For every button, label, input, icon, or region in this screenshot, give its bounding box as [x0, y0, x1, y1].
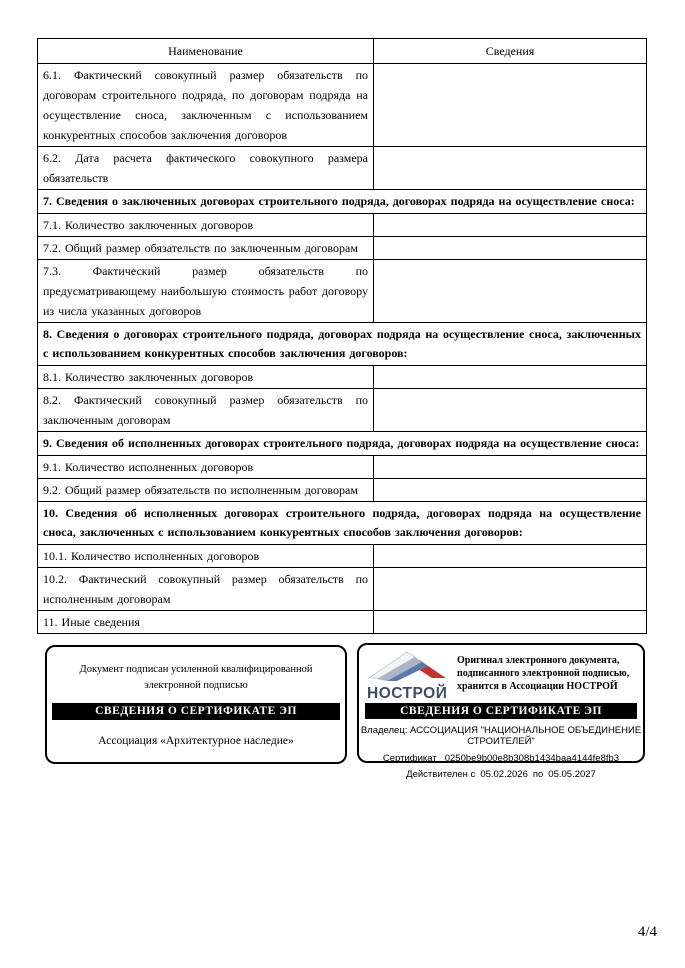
- row-value-cell: [374, 545, 647, 568]
- signature-stamp-left: [45, 645, 347, 764]
- validity-from: 05.02.2026: [480, 769, 528, 780]
- table-row: [38, 545, 647, 568]
- section-label: 9. Сведения об исполненных договорах строительного подряда, договорах подряда на осуществление сноса:: [38, 432, 647, 456]
- row-label-cell: 6.2. Дата расчета фактического совокупного размера обязательств: [38, 147, 374, 190]
- signature-statement: Документ подписан усиленной квалифицированной электронной подписью: [79, 664, 313, 691]
- row-value-cell: [374, 389, 647, 432]
- nostroy-statement: Оригинал электронного документа, подписанного электронной подписью, хранится в Ассоциации НОСТРОЙ: [457, 655, 630, 692]
- table-row: [38, 366, 647, 389]
- table-row: [38, 147, 647, 190]
- nostroy-roof-icon: [367, 651, 451, 681]
- row-label-cell: 8.1. Количество заключенных договоров: [38, 366, 374, 389]
- col-header-name: Наименование: [38, 39, 374, 64]
- page-number: 4/4: [637, 924, 657, 940]
- table-row: [38, 568, 647, 611]
- table-header-row: [38, 39, 647, 64]
- table-row: [38, 260, 647, 323]
- row-label-cell: 7.3. Фактический размер обязательств по предусматривающему наибольшую стоимость работ договору из числа указанных договоров: [38, 260, 374, 323]
- certificate-bar: СВЕДЕНИЯ О СЕРТИФИКАТЕ ЭП: [365, 703, 637, 719]
- row-value-cell: [374, 237, 647, 260]
- row-value-cell: [374, 214, 647, 237]
- certificate-bar: СВЕДЕНИЯ О СЕРТИФИКАТЕ ЭП: [52, 703, 340, 720]
- row-value-cell: [374, 456, 647, 479]
- section-row: [38, 323, 647, 366]
- row-label-cell: 9.2. Общий размер обязательств по исполненным договорам: [38, 479, 374, 502]
- certificate-number-line: [359, 753, 643, 764]
- table-row: [38, 64, 647, 147]
- section-row: [38, 502, 647, 545]
- row-label-cell: 6.1. Фактический совокупный размер обязательств по договорам строительного подряда, по договорам подряда на осуществление сноса, заключенным с использованием конкурентных способов заключения договоров: [38, 64, 374, 147]
- row-label-cell: 7.1. Количество заключенных договоров: [38, 214, 374, 237]
- row-label-cell: 8.2. Фактический совокупный размер обязательств по заключенным договорам: [38, 389, 374, 432]
- nostroy-stamp-top: [359, 645, 643, 701]
- row-value-cell: [374, 568, 647, 611]
- section-row: [38, 190, 647, 214]
- certificate-owner: Ассоциация «Архитектурное наследие»: [98, 735, 294, 747]
- validity-to: 05.05.2027: [548, 769, 596, 780]
- row-value-cell: [374, 366, 647, 389]
- table-row: [38, 214, 647, 237]
- row-label-cell: 10.1. Количество исполненных договоров: [38, 545, 374, 568]
- row-label-cell: 10.2. Фактический совокупный размер обязательств по исполненным договорам: [38, 568, 374, 611]
- row-label-cell: 11. Иные сведения: [38, 611, 374, 634]
- col-header-info: Сведения: [374, 39, 647, 64]
- table-row: [38, 479, 647, 502]
- certificate-validity-line: [359, 769, 643, 780]
- table-row: [38, 389, 647, 432]
- nostroy-stamp: [357, 643, 645, 780]
- nostroy-logo-text: НОСТРОЙ: [367, 685, 448, 702]
- info-table: [37, 38, 647, 634]
- certificate-value: 0250be9b00e8b308b1434baa4144fe8fb3: [444, 753, 620, 764]
- section-label: 8. Сведения о договорах строительного подряда, договорах подряда на осуществление сноса, заключенных с использованием конкурентных способов заключения договоров:: [38, 323, 647, 366]
- row-value-cell: [374, 260, 647, 323]
- row-value-cell: [374, 147, 647, 190]
- row-value-cell: [374, 479, 647, 502]
- row-label-cell: 7.2. Общий размер обязательств по заключенным договорам: [38, 237, 374, 260]
- row-label-cell: 9.1. Количество исполненных договоров: [38, 456, 374, 479]
- certificate-label: Сертификат: [382, 753, 437, 764]
- table-body: [38, 64, 647, 634]
- table-row: [38, 237, 647, 260]
- validity-label: Действителен с: [406, 769, 476, 780]
- certificate-owner-line: Владелец: АССОЦИАЦИЯ "НАЦИОНАЛЬНОЕ ОБЪЕДИНЕНИЕ СТРОИТЕЛЕЙ": [360, 725, 642, 747]
- table-row: [38, 456, 647, 479]
- row-value-cell: [374, 64, 647, 147]
- row-value-cell: [374, 611, 647, 634]
- section-row: [38, 432, 647, 456]
- section-label: 10. Сведения об исполненных договорах строительного подряда, договорах подряда на осуществление сноса, заключенных с использованием конкурентных способов заключения договоров:: [38, 502, 647, 545]
- table-row: [38, 611, 647, 634]
- section-label: 7. Сведения о заключенных договорах строительного подряда, договорах подряда на осуществление сноса:: [38, 190, 647, 214]
- validity-sep: по: [532, 769, 544, 780]
- nostroy-logo: [367, 651, 453, 701]
